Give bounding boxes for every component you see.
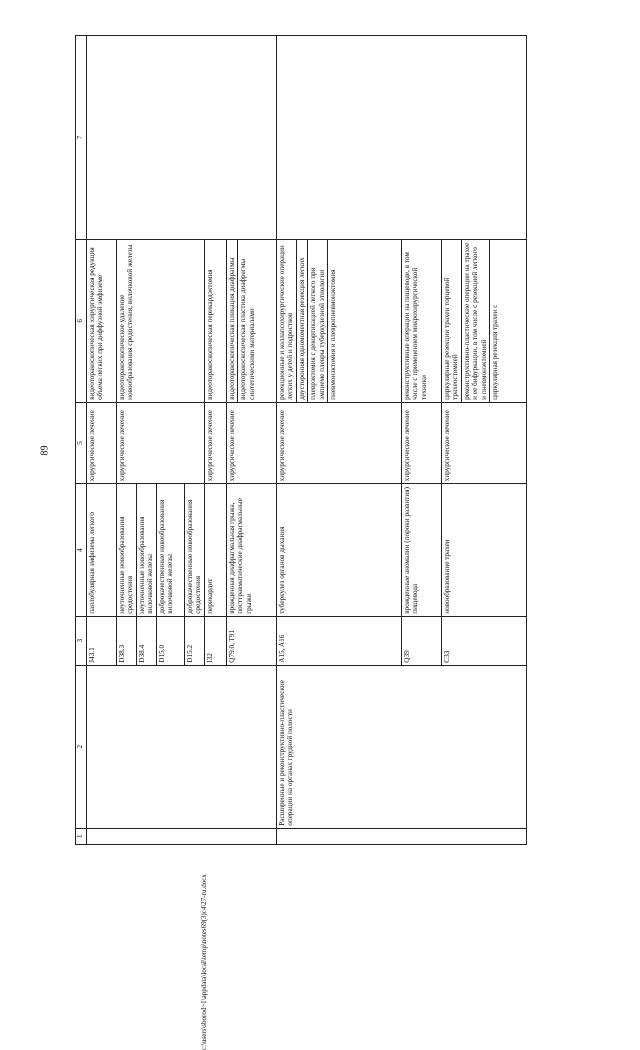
method-line: пневмонэктомия и плевропневмонэктомия bbox=[329, 269, 338, 400]
method-line: циркулярная резекция трахеи с bbox=[491, 304, 500, 400]
cell-group bbox=[87, 665, 277, 828]
cell-code: D38.3 bbox=[117, 616, 137, 665]
cell-code: Q39 bbox=[402, 616, 442, 665]
cell-diagnosis: панлобулярная эмфизема легкого bbox=[87, 484, 117, 616]
header-cell: 7 bbox=[76, 36, 87, 240]
cell-code: D15.2 bbox=[185, 616, 205, 665]
header-cell: 2 bbox=[76, 665, 87, 828]
cell-group: Расширенные и реконструктивно-пластические операции на органах грудной полости bbox=[277, 665, 527, 828]
cell-code: D38.4 bbox=[137, 616, 157, 665]
cell-treatment: хирургическое лечение bbox=[117, 402, 205, 484]
header-cell: 4 bbox=[76, 484, 87, 616]
header-cell: 3 bbox=[76, 616, 87, 665]
cell-code: J43.1 bbox=[87, 616, 117, 665]
treatment-table bbox=[75, 35, 527, 845]
cell-num bbox=[87, 828, 277, 844]
cell-treatment: хирургическое лечение bbox=[87, 402, 117, 484]
page-number: 89 bbox=[39, 445, 51, 456]
cell-diagnosis: неуточненные новообразования средостения bbox=[117, 484, 137, 616]
cell-diagnosis: доброкачественные новообразования вилочковой железы bbox=[157, 484, 185, 616]
cell-method bbox=[442, 239, 527, 402]
file-path: c:\users\sborod~1\appdata\local\temp\notes69(3)c4\27-ru.docx bbox=[200, 874, 208, 1050]
cell-treatment: хирургическое лечение bbox=[402, 402, 442, 484]
cell-code: I32 bbox=[205, 616, 227, 665]
cell-diagnosis: доброкачественные новообразования средостения bbox=[185, 484, 205, 616]
cell-code: C33 bbox=[442, 616, 527, 665]
header-cell: 5 bbox=[76, 402, 87, 484]
cell-col7 bbox=[277, 36, 527, 240]
cell-diagnosis: врожденные аномалии (пороки развития) пищевода bbox=[402, 484, 442, 616]
cell-method: видеоторакоскопическая хирургическая редукция объема легких при диффузной эмфиземе bbox=[87, 239, 117, 402]
cell-treatment: хирургическое лечение bbox=[227, 402, 277, 484]
cell-method: видеоторакоскопическая перикардэктомия bbox=[205, 239, 227, 402]
method-line: видеоторакоскопическая пликация диафрагмы bbox=[228, 257, 236, 400]
method-line: циркулярные резекции трахеи торцевой трахеостомией bbox=[443, 277, 460, 400]
cell-method bbox=[227, 239, 277, 402]
cell-col7 bbox=[87, 36, 277, 240]
cell-code: A15, A16 bbox=[277, 616, 402, 665]
cell-method bbox=[277, 239, 402, 402]
cell-treatment: хирургическое лечение bbox=[442, 402, 527, 484]
cell-diagnosis: врожденная диафрагмальная грыжа, посттравматические диафрагмальные грыжи bbox=[227, 484, 277, 616]
table-row bbox=[87, 36, 117, 845]
method-line: двусторонняя одномоментная резекция легких bbox=[297, 257, 306, 400]
cell-diagnosis: новообразование трахеи bbox=[442, 484, 527, 616]
cell-method: реконструктивные операции на пищеводе, в том числе с применением микрохирургической техники bbox=[402, 239, 442, 402]
header-cell: 1 bbox=[76, 828, 87, 844]
cell-treatment: хирургическое лечение bbox=[277, 402, 402, 484]
table-row bbox=[277, 36, 402, 845]
cell-method: видеоторакоскопическое удаление новообразования средостения, вилочковой железы bbox=[117, 239, 205, 402]
cell-treatment: хирургическое лечение bbox=[205, 402, 227, 484]
method-line: плеврэктомия с декортикацией легкого при эмпиеме плевры туберкулезной этиологии bbox=[309, 267, 326, 400]
method-line: резекционные и коллапсохирургические операции легких у детей и подростков bbox=[278, 245, 295, 400]
header-cell: 6 bbox=[76, 239, 87, 402]
cell-diagnosis: перикардит bbox=[205, 484, 227, 616]
cell-diagnosis: туберкулез органов дыхания bbox=[277, 484, 402, 616]
table-rotated-wrapper bbox=[75, 35, 590, 845]
cell-code: Q79.0, T91 bbox=[227, 616, 277, 665]
header-row bbox=[76, 36, 87, 845]
method-line: реконструктивно-пластические операции на трахее и ее бифуркации, в том числе с резекцией легкого и пневмонэктомией bbox=[462, 242, 488, 400]
cell-code: D15.0 bbox=[157, 616, 185, 665]
cell-diagnosis: неуточненные новообразования вилочковой железы bbox=[137, 484, 157, 616]
method-line: видеоторакоскопическая пластика диафрагмы синтетическими материалами bbox=[239, 258, 256, 400]
cell-num bbox=[277, 828, 527, 844]
